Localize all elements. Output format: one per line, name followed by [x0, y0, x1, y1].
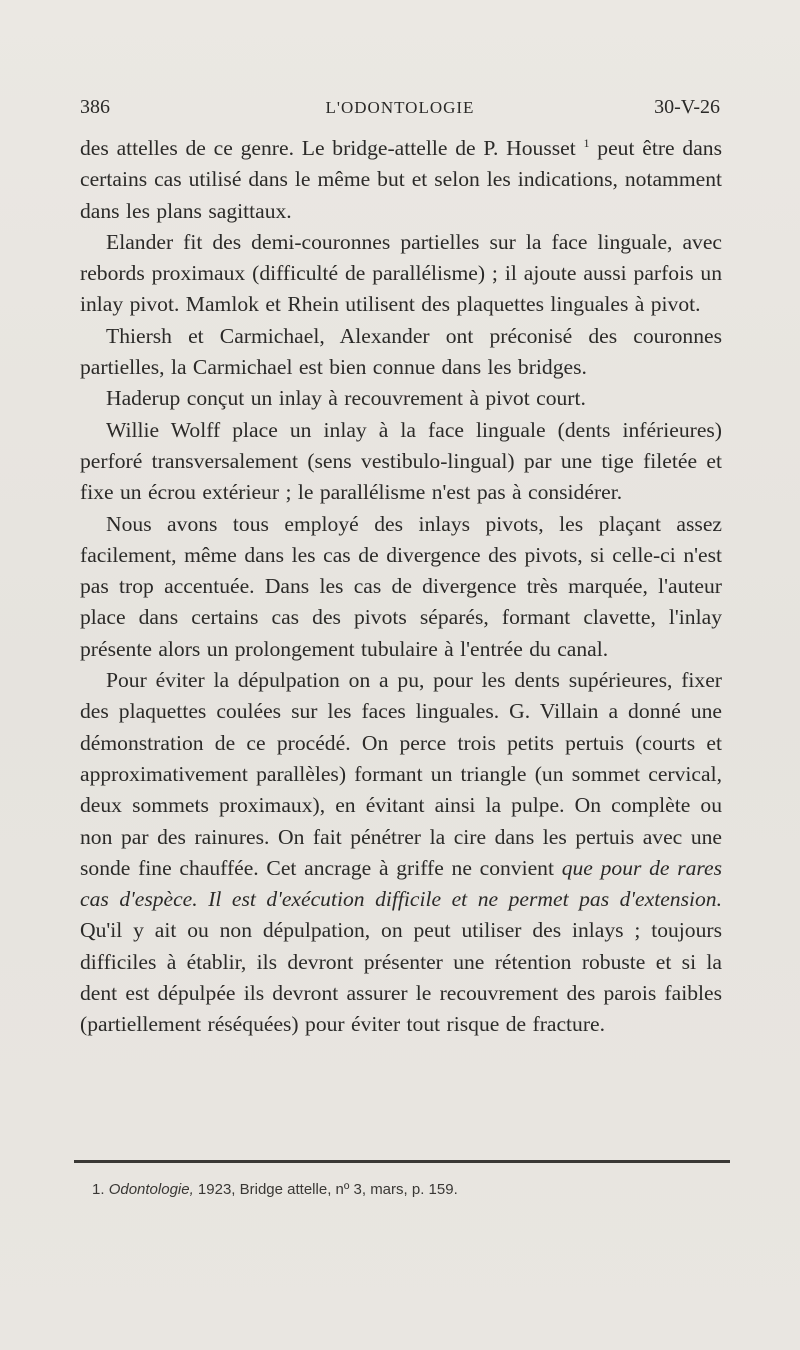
footnote	[92, 1181, 712, 1198]
paragraph	[80, 321, 722, 384]
text-run: Qu'il y ait ou non dépulpation, on peut utiliser des inlays ; toujours difficiles à établir, ils devront présenter une rétention robuste et si la dent est dépulpée ils devront assurer le recouvrement des parois faibles (partiellement réséquées) pour éviter tout risque de fracture.	[80, 918, 722, 1037]
issue-date: 30-V-26	[654, 96, 720, 118]
running-header	[80, 96, 720, 122]
text-run: Thiersh et Carmichael, Alexander ont préconisé des couronnes partielles, la Carmichael est bien connue dans les bridges.	[80, 323, 722, 380]
journal-title: L'ODONTOLOGIE	[325, 98, 475, 117]
footnote-separator	[74, 1160, 730, 1163]
text-run: Elander fit des demi-couronnes partielles sur la face linguale, avec rebords proximaux (difficulté de parallélisme) ; il ajoute aussi parfois un inlay pivot. Mamlok et Rhein utilisent des plaquettes linguales à pivot.	[80, 229, 722, 317]
body-text	[80, 128, 722, 1041]
italic-run: que pour de rares cas d'espèce. Il est d'exécution difficile et ne permet pas d'extension.	[80, 855, 722, 912]
paragraph	[80, 383, 722, 414]
paragraph	[80, 415, 722, 509]
footnote-source: Odontologie,	[108, 1181, 194, 1198]
text-run: des attelles de ce genre. Le bridge-attelle de P. Housset	[80, 136, 584, 160]
text-run: Pour éviter la dépulpation on a pu, pour les dents supérieures, fixer des plaquettes coulées sur les faces linguales. G. Villain a donné une démonstration de ce procédé. On perce trois petits pertuis (courts et approximativement parallèles) formant un triangle (un sommet cervical, deux sommets proximaux), en évitant ainsi la pulpe. On complète ou non par des rainures. On fait pénétrer la cire dans les pertuis avec une sonde fine chauffée. Cet ancrage à griffe ne convient	[80, 668, 722, 880]
footnote-number: 1.	[92, 1181, 105, 1198]
footnote-details: 1923, Bridge attelle, nº 3, mars, p. 159.	[193, 1181, 458, 1198]
paragraph	[80, 227, 722, 321]
text-run: Haderup conçut un inlay à recouvrement à pivot court.	[106, 386, 586, 411]
text-run: Willie Wolff place un inlay à la face linguale (dents inférieures) perforé transversalement (sens vestibulo-lingual) par une tige filetée et fixe un écrou extérieur ; le parallélisme n'est pas à considérer.	[80, 417, 722, 505]
text-run: Nous avons tous employé des inlays pivots, les plaçant assez facilement, même dans les cas de divergence des pivots, si celle-ci n'est pas trop accentuée. Dans les cas de divergence très marquée, l'auteur place dans certains cas des pivots séparés, formant clavette, l'inlay présente alors un prolongement tubulaire à l'entrée du canal.	[80, 511, 722, 661]
text-run: peut être dans certains cas utilisé dans le même but et selon les indications, notamment dans les plans sagittaux.	[80, 136, 722, 223]
paragraph	[80, 665, 722, 1041]
page-number: 386	[80, 96, 110, 118]
footnote-marker: 1	[583, 136, 590, 150]
paragraph	[80, 509, 722, 665]
paragraph	[80, 128, 722, 227]
